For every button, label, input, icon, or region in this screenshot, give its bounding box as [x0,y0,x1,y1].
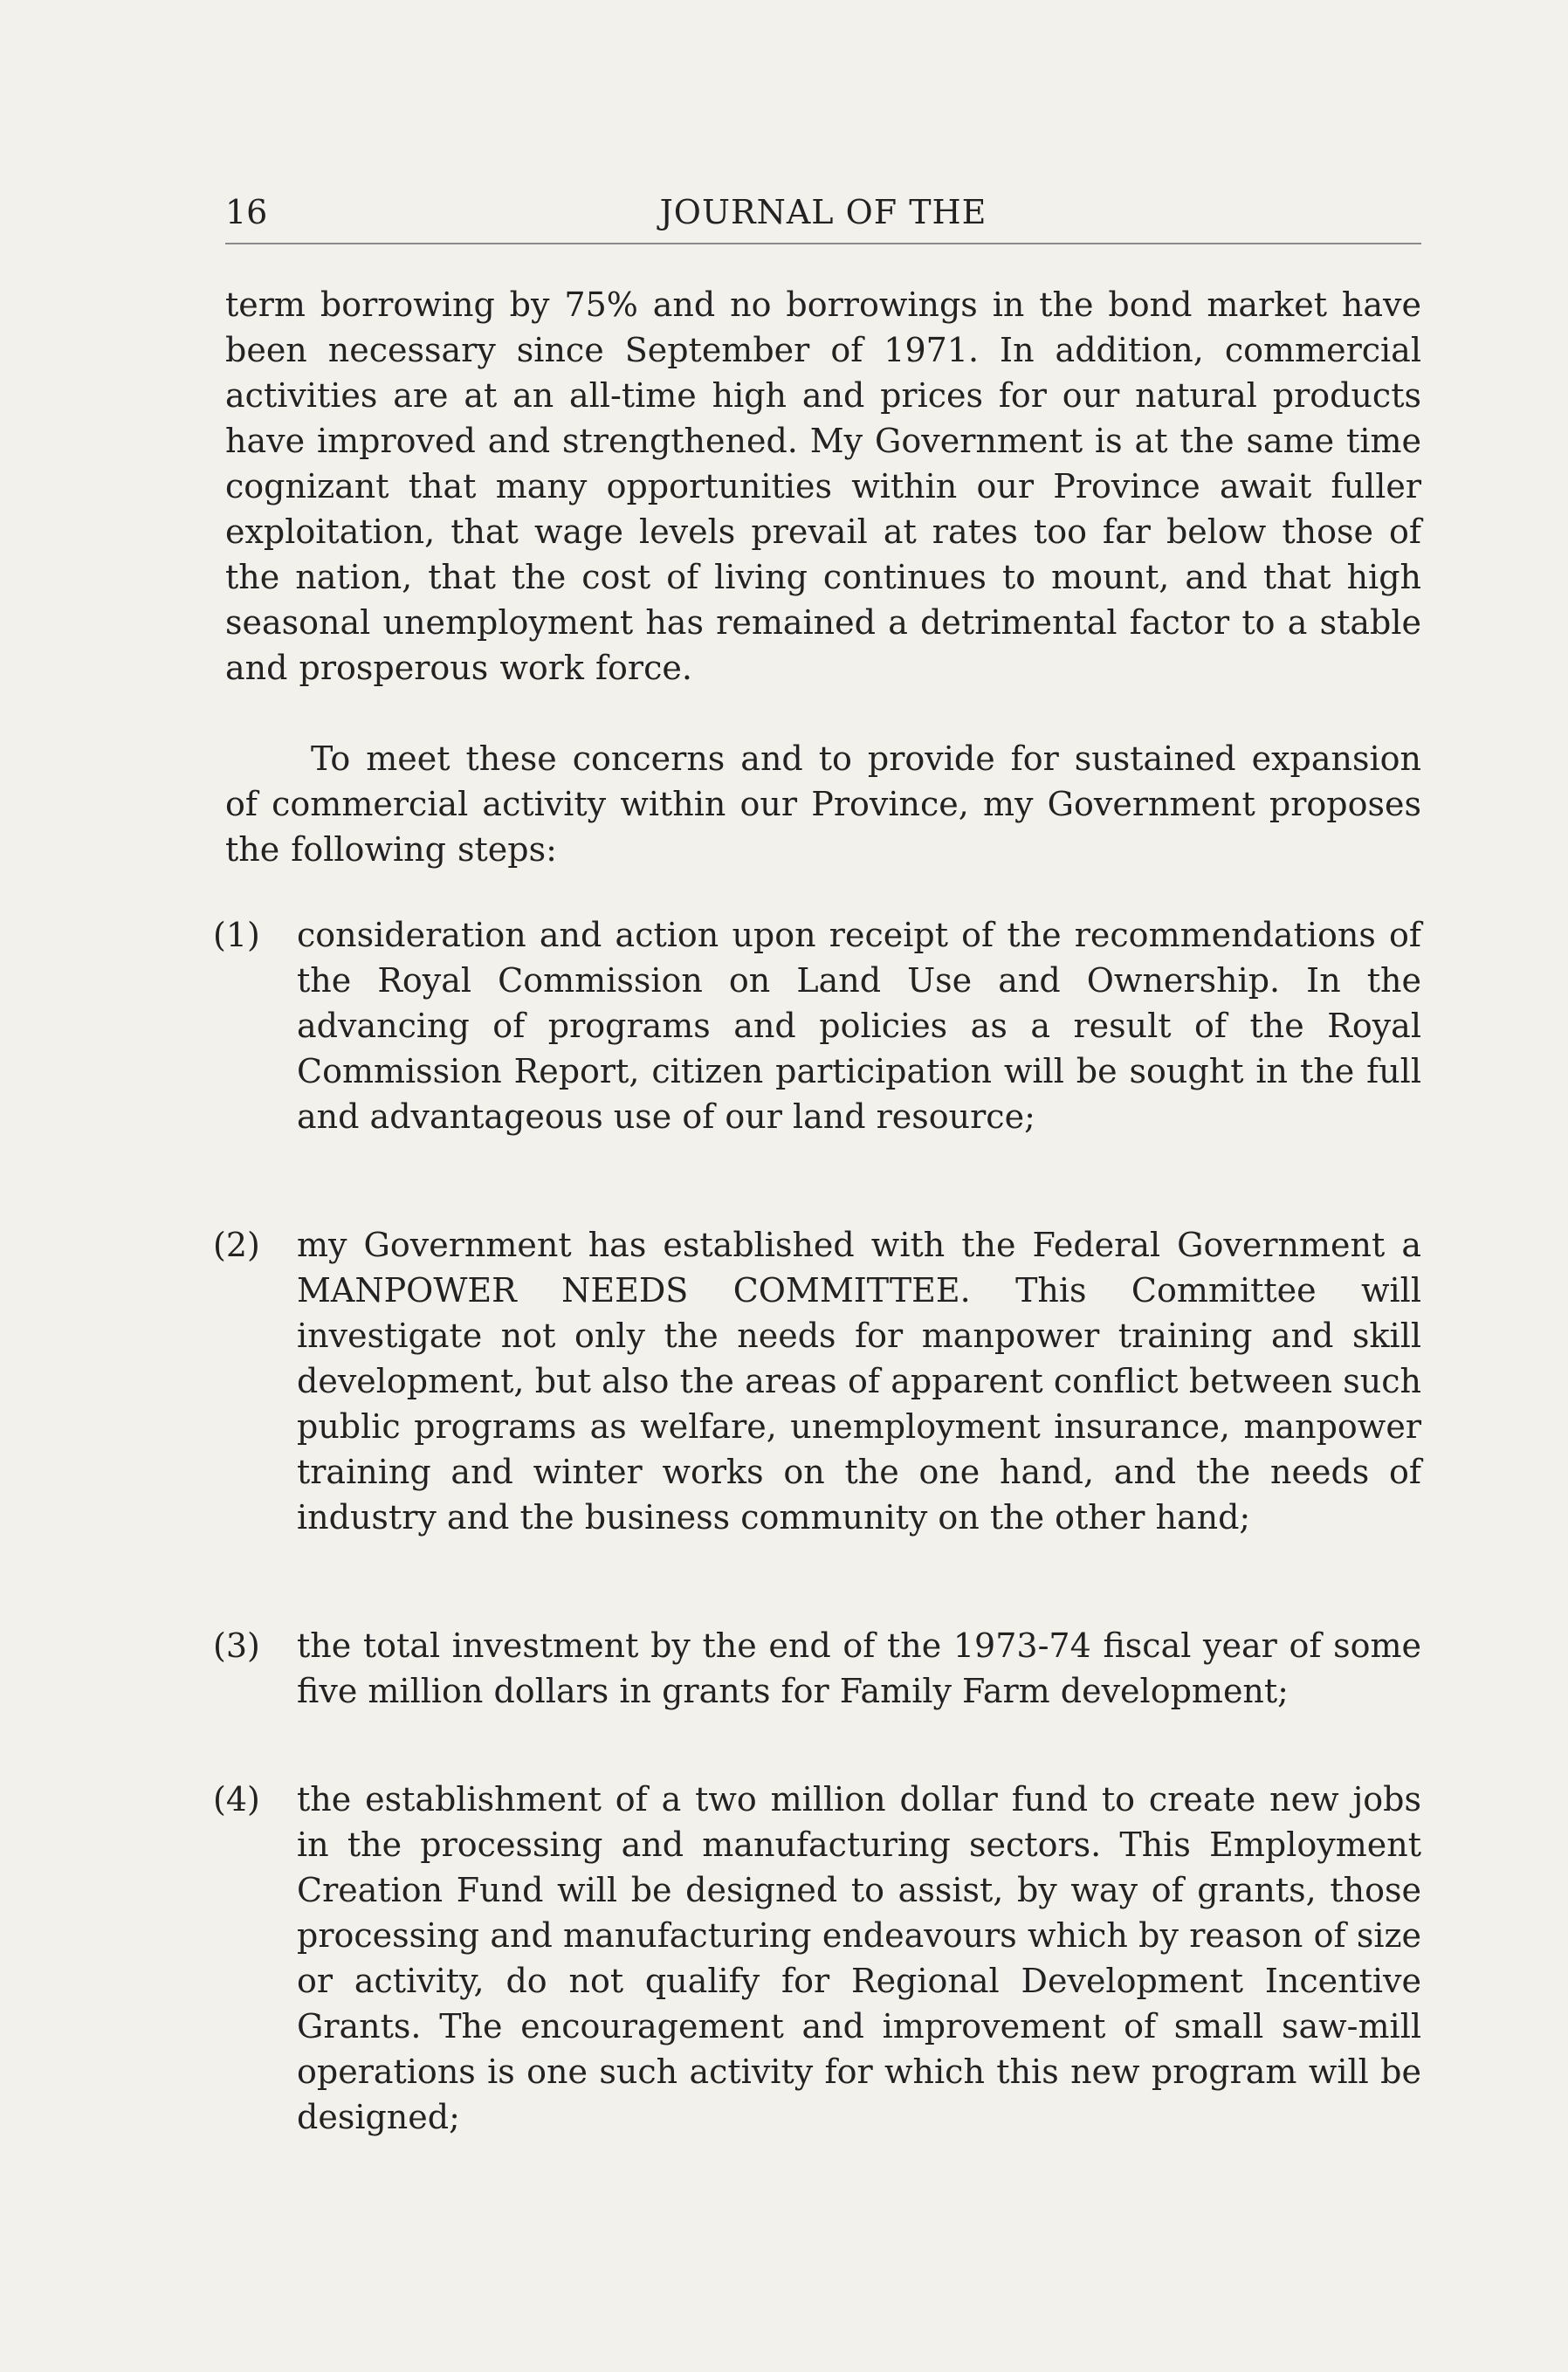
paragraph-2 [225,736,1421,872]
list-item-text: my Government has established with the Federal Government a MANPOWER NEEDS COMMITTEE. This Committee will investigate not only the needs for manpower training and skill development, but also the areas of apparent conflict between such public programs as welfare, unemployment insurance, manpower training and winter works on the one hand, and the needs of industry and the business community on the other hand; [297,1226,1421,1537]
list-item [213,1222,1421,1540]
list-item-number: (3) [213,1626,260,1665]
running-title: JOURNAL OF THE [659,193,987,231]
list-item-text: consideration and action upon receipt of the recommendations of the Royal Commission on Land Use and Ownership. In the advancing of programs and policies as a result of the Royal Commission Report, citizen participation will be sought in the full and advantageous use of our land resource; [297,916,1421,1136]
list-item-text: the establishment of a two million dollar fund to create new jobs in the processing and manufacturing sectors. This Employment Creation Fund will be designed to assist, by way of grants, those processing and manufacturing endeavours which by reason of size or activity, do not qualify for Regional Development Incentive Grants. The encouragement and improvement of small saw-mill operations is one such activity for which this new program will be designed; [297,1780,1421,2136]
list-item-number: (1) [213,916,260,954]
list-item-text: the total investment by the end of the 1973-74 fiscal year of some five million dollars in grants for Family Farm development; [297,1626,1421,1710]
paragraph-1 [225,282,1421,691]
list-item [213,1777,1421,2140]
list-item [213,1623,1421,1714]
list-item [213,912,1421,1139]
list-item-number: (2) [213,1226,260,1264]
list-item-number: (4) [213,1780,260,1819]
paragraph-text: term borrowing by 75% and no borrowings in the bond market have been necessary since September of 1971. In addition, commercial activities are at an all-time high and prices for our natural products have improved and strengthened. My Government is at the same time cognizant that many opportunities within our Province await fuller exploitation, that wage levels prevail at rates too far below those of the nation, that the cost of living continues to mount, and that high seasonal unemployment has remained a detrimental factor to a stable and prosperous work force. [225,285,1421,687]
page-header [225,190,1421,244]
page-number: 16 [225,193,268,231]
paragraph-text: To meet these concerns and to provide for sustained expansion of commercial activity within our Province, my Government proposes the following steps: [225,739,1421,869]
